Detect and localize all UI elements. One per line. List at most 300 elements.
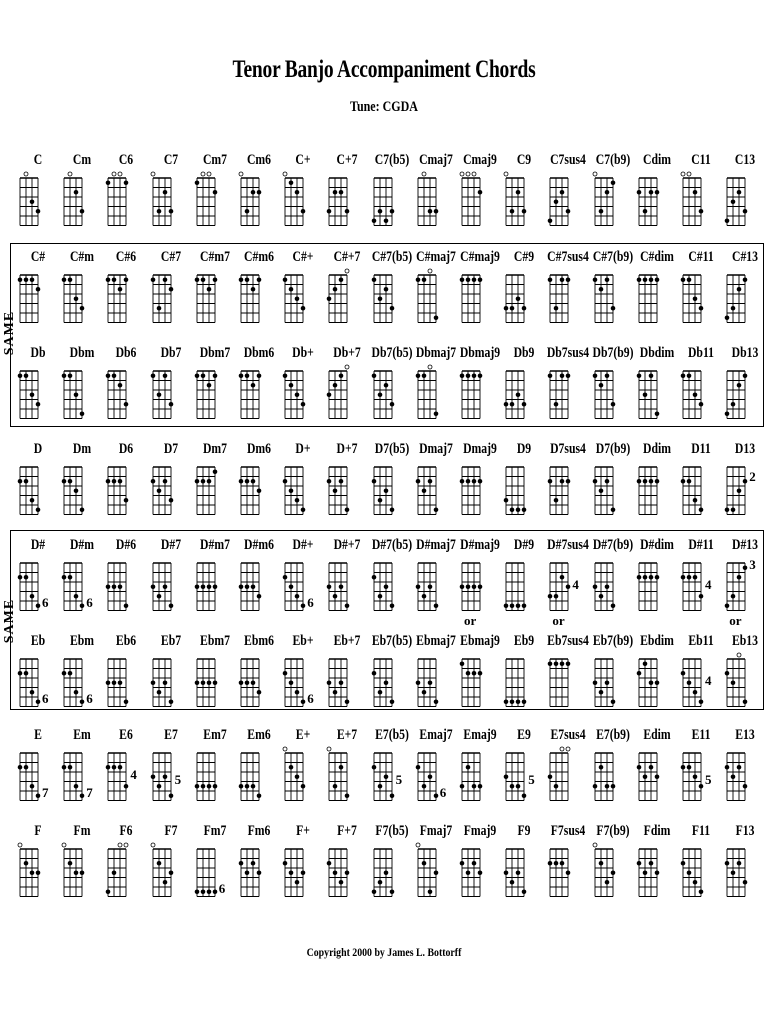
open-string-marker — [201, 172, 205, 176]
finger-dot — [460, 373, 465, 378]
finger-dot — [383, 287, 388, 292]
finger-dot — [421, 784, 426, 789]
chord-diagram — [502, 170, 530, 234]
finger-dot — [283, 479, 288, 484]
open-string-marker — [428, 365, 432, 369]
chord-name: F+7 — [337, 823, 358, 839]
finger-dot — [654, 479, 659, 484]
finger-dot — [598, 861, 603, 866]
finger-dot — [36, 287, 41, 292]
chord-diagram — [325, 555, 353, 619]
open-string-marker — [416, 843, 420, 847]
chord-diagram — [149, 651, 177, 715]
finger-dot — [283, 575, 288, 580]
finger-dot — [687, 373, 692, 378]
finger-dot — [642, 209, 647, 214]
finger-dot — [339, 373, 344, 378]
finger-dot — [472, 373, 477, 378]
finger-dot — [118, 584, 123, 589]
same-label-c: SAME — [2, 310, 18, 356]
finger-dot — [74, 594, 79, 599]
chord-diagram — [546, 170, 574, 234]
chord-diagram — [149, 170, 177, 234]
finger-dot — [592, 680, 597, 685]
chord-diagram — [591, 170, 619, 234]
finger-dot — [206, 889, 211, 894]
finger-dot — [725, 861, 730, 866]
finger-dot — [212, 889, 217, 894]
finger-dot — [251, 479, 256, 484]
finger-dot — [68, 671, 73, 676]
open-string-marker — [560, 747, 564, 751]
finger-dot — [421, 373, 426, 378]
finger-dot — [118, 383, 123, 388]
chord-diagram — [104, 555, 132, 619]
or-label: or — [464, 613, 477, 628]
finger-dot — [206, 287, 211, 292]
finger-dot — [642, 661, 647, 666]
finger-dot — [162, 680, 167, 685]
finger-dot — [598, 209, 603, 214]
finger-dot — [415, 680, 420, 685]
finger-dot — [699, 699, 704, 704]
finger-dot — [699, 889, 704, 894]
finger-dot — [68, 373, 73, 378]
chord-name: C#13 — [732, 249, 759, 265]
chord-name: C#9 — [514, 249, 535, 265]
chord-name: F7(b9) — [596, 823, 630, 839]
finger-dot — [693, 190, 698, 195]
finger-dot — [427, 584, 432, 589]
open-string-marker — [124, 843, 128, 847]
chord-diagram — [193, 555, 221, 619]
chord-name: Edim — [643, 727, 671, 743]
chord-diagram — [414, 459, 442, 523]
finger-dot — [478, 277, 483, 282]
chord-diagram — [281, 363, 309, 427]
chord-diagram — [723, 745, 751, 809]
chord-diagram — [193, 170, 221, 234]
finger-dot — [415, 277, 420, 282]
finger-dot — [687, 765, 692, 770]
chord-diagram — [635, 651, 663, 715]
chord-diagram — [370, 841, 398, 905]
finger-dot — [693, 880, 698, 885]
finger-dot — [654, 277, 659, 282]
finger-dot — [389, 889, 394, 894]
finger-dot — [654, 190, 659, 195]
finger-dot — [693, 498, 698, 503]
chord-name: C# — [30, 249, 46, 265]
finger-dot — [150, 479, 155, 484]
finger-dot — [548, 277, 553, 282]
finger-dot — [339, 765, 344, 770]
chord-name: E+7 — [337, 727, 358, 743]
chord-name: Ebm6 — [244, 633, 274, 649]
finger-dot — [245, 479, 250, 484]
chord-name: D7sus4 — [550, 441, 587, 457]
chord-name: Eb13 — [732, 633, 759, 649]
finger-dot — [24, 671, 29, 676]
finger-dot — [124, 699, 129, 704]
finger-dot — [212, 680, 217, 685]
finger-dot — [737, 765, 742, 770]
finger-dot — [566, 209, 571, 214]
fret-position-label: 3 — [749, 557, 756, 572]
chord-name: E7(b5) — [374, 727, 409, 743]
finger-dot — [478, 870, 483, 875]
finger-dot — [206, 680, 211, 685]
chord-name: Ebmaj9 — [460, 633, 500, 649]
or-label: or — [729, 613, 742, 628]
finger-dot — [30, 498, 35, 503]
finger-dot — [156, 488, 161, 493]
fret-position-label: 6 — [218, 881, 226, 896]
chord-diagram — [60, 363, 88, 427]
finger-dot — [731, 594, 736, 599]
chord-diagram — [502, 651, 530, 715]
finger-dot — [383, 488, 388, 493]
chord-name: D#m7 — [199, 537, 230, 553]
chord-name: D7 — [163, 441, 178, 457]
chord-name: C#maj9 — [460, 249, 500, 265]
chord-name: C9 — [517, 152, 532, 168]
open-string-marker — [566, 747, 570, 751]
finger-dot — [24, 277, 29, 282]
finger-dot — [604, 373, 609, 378]
finger-dot — [478, 479, 483, 484]
chord-name: D#7(b5) — [371, 537, 412, 553]
finger-dot — [389, 793, 394, 798]
chord-name: Fmaj9 — [463, 823, 497, 839]
chord-name: E7sus4 — [550, 727, 586, 743]
finger-dot — [504, 498, 509, 503]
finger-dot — [699, 784, 704, 789]
finger-dot — [421, 861, 426, 866]
finger-dot — [389, 699, 394, 704]
chord-diagram — [502, 459, 530, 523]
chord-diagram — [591, 745, 619, 809]
finger-dot — [251, 383, 256, 388]
chord-name: D#9 — [514, 537, 535, 553]
finger-dot — [510, 880, 515, 885]
chord-diagram — [325, 363, 353, 427]
finger-dot — [289, 383, 294, 388]
open-string-marker — [283, 172, 287, 176]
fret-position-label: 7 — [42, 785, 49, 800]
chord-name: Dbmaj9 — [459, 345, 501, 361]
chord-name: Eb9 — [514, 633, 535, 649]
finger-dot — [548, 594, 553, 599]
finger-dot — [548, 479, 553, 484]
chord-diagram — [149, 267, 177, 331]
finger-dot — [389, 306, 394, 311]
finger-dot — [460, 277, 465, 282]
finger-dot — [554, 402, 559, 407]
finger-dot — [466, 671, 471, 676]
finger-dot — [194, 680, 199, 685]
finger-dot — [648, 190, 653, 195]
chord-name: E13 — [735, 727, 755, 743]
chord-name: Dbm7 — [199, 345, 231, 361]
chord-diagram — [635, 745, 663, 809]
finger-dot — [478, 373, 483, 378]
chord-name: Cm6 — [246, 152, 272, 168]
chord-diagram — [591, 363, 619, 427]
finger-dot — [194, 277, 199, 282]
chord-name: F13 — [735, 823, 755, 839]
chord-diagram — [325, 841, 353, 905]
finger-dot — [156, 594, 161, 599]
finger-dot — [725, 315, 730, 320]
chord-diagram — [635, 363, 663, 427]
finger-dot — [642, 479, 647, 484]
finger-dot — [598, 287, 603, 292]
chord-diagram — [149, 555, 177, 619]
chord-name: Eb — [30, 633, 46, 649]
finger-dot — [466, 870, 471, 875]
finger-dot — [560, 373, 565, 378]
chord-diagram — [723, 267, 751, 331]
chord-diagram — [414, 363, 442, 427]
finger-dot — [427, 774, 432, 779]
chord-name: Fdim — [643, 823, 671, 839]
chord-diagram — [723, 555, 751, 619]
finger-dot — [36, 507, 41, 512]
finger-dot — [18, 479, 23, 484]
finger-dot — [460, 661, 465, 666]
finger-dot — [251, 190, 256, 195]
finger-dot — [18, 277, 23, 282]
chord-name: Fm6 — [247, 823, 271, 839]
finger-dot — [150, 584, 155, 589]
chord-diagram — [237, 745, 265, 809]
finger-dot — [62, 671, 67, 676]
chord-diagram — [458, 555, 486, 619]
chord-name: Cmaj9 — [463, 152, 497, 168]
chord-diagram — [591, 267, 619, 331]
finger-dot — [383, 774, 388, 779]
chord-name: C13 — [735, 152, 756, 168]
chord-diagram — [546, 363, 574, 427]
finger-dot — [333, 488, 338, 493]
finger-dot — [731, 306, 736, 311]
finger-dot — [377, 296, 382, 301]
finger-dot — [466, 277, 471, 282]
finger-dot — [466, 373, 471, 378]
finger-dot — [693, 392, 698, 397]
finger-dot — [377, 784, 382, 789]
finger-dot — [212, 190, 217, 195]
finger-dot — [604, 190, 609, 195]
finger-dot — [333, 690, 338, 695]
chord-name: D+ — [295, 441, 311, 457]
chord-name: D#7(b9) — [592, 537, 633, 553]
chord-name: C+ — [295, 152, 311, 168]
finger-dot — [289, 287, 294, 292]
chord-diagram — [104, 841, 132, 905]
finger-dot — [333, 870, 338, 875]
finger-dot — [239, 861, 244, 866]
chord-diagram — [281, 651, 309, 715]
finger-dot — [433, 699, 438, 704]
finger-dot — [257, 690, 262, 695]
finger-dot — [699, 306, 704, 311]
finger-dot — [36, 209, 41, 214]
finger-dot — [610, 507, 615, 512]
finger-dot — [301, 209, 306, 214]
chord-diagram — [723, 170, 751, 234]
finger-dot — [327, 392, 332, 397]
finger-dot — [522, 793, 527, 798]
finger-dot — [687, 277, 692, 282]
chord-diagram — [591, 651, 619, 715]
open-string-marker — [593, 843, 597, 847]
finger-dot — [510, 699, 515, 704]
finger-dot — [333, 190, 338, 195]
finger-dot — [566, 479, 571, 484]
finger-dot — [295, 296, 300, 301]
finger-dot — [433, 870, 438, 875]
finger-dot — [333, 287, 338, 292]
finger-dot — [681, 277, 686, 282]
chord-name: C#m — [70, 249, 95, 265]
finger-dot — [383, 584, 388, 589]
chord-name: C6 — [119, 152, 134, 168]
finger-dot — [522, 699, 527, 704]
finger-dot — [522, 209, 527, 214]
finger-dot — [516, 870, 521, 875]
fret-position-label: 5 — [174, 772, 182, 787]
open-string-marker — [239, 172, 243, 176]
finger-dot — [345, 870, 350, 875]
finger-dot — [472, 671, 477, 676]
finger-dot — [124, 277, 129, 282]
finger-dot — [62, 373, 67, 378]
finger-dot — [333, 594, 338, 599]
chord-diagram — [591, 841, 619, 905]
chord-name: C7(b5) — [374, 152, 409, 168]
finger-dot — [156, 861, 161, 866]
fret-position-label: 5 — [705, 772, 712, 787]
finger-dot — [68, 575, 73, 580]
finger-dot — [415, 479, 420, 484]
finger-dot — [18, 373, 23, 378]
chord-diagram — [458, 651, 486, 715]
finger-dot — [106, 180, 111, 185]
finger-dot — [168, 870, 173, 875]
chord-name: Dbdim — [639, 345, 675, 361]
finger-dot — [427, 680, 432, 685]
chord-name: E+ — [295, 727, 311, 743]
finger-dot — [699, 594, 704, 599]
chord-diagram — [325, 459, 353, 523]
finger-dot — [648, 765, 653, 770]
chord-name: Fm — [73, 823, 91, 839]
chord-name: C#maj7 — [415, 249, 456, 265]
finger-dot — [74, 296, 79, 301]
finger-dot — [737, 383, 742, 388]
finger-dot — [433, 209, 438, 214]
finger-dot — [636, 671, 641, 676]
chord-name: Ebdim — [639, 633, 674, 649]
finger-dot — [36, 793, 41, 798]
chord-diagram — [60, 170, 88, 234]
chord-name: E7 — [163, 727, 178, 743]
finger-dot — [150, 680, 155, 685]
finger-dot — [200, 889, 205, 894]
chord-name: F7 — [164, 823, 178, 839]
chord-diagram — [546, 745, 574, 809]
chord-diagram — [679, 363, 707, 427]
finger-dot — [124, 402, 129, 407]
chord-diagram — [370, 459, 398, 523]
finger-dot — [251, 584, 256, 589]
chord-name: Eb11 — [688, 633, 714, 649]
finger-dot — [693, 575, 698, 580]
finger-dot — [200, 373, 205, 378]
finger-dot — [377, 880, 382, 885]
finger-dot — [245, 784, 250, 789]
chord-name: D13 — [735, 441, 756, 457]
finger-dot — [301, 603, 306, 608]
finger-dot — [74, 784, 79, 789]
open-string-marker — [466, 172, 470, 176]
finger-dot — [427, 209, 432, 214]
finger-dot — [150, 277, 155, 282]
finger-dot — [106, 889, 111, 894]
finger-dot — [687, 680, 692, 685]
chord-name: E9 — [517, 727, 532, 743]
chord-diagram — [281, 267, 309, 331]
finger-dot — [389, 603, 394, 608]
chord-diagram — [60, 841, 88, 905]
chord-diagram — [281, 459, 309, 523]
finger-dot — [245, 209, 250, 214]
chord-diagram — [679, 841, 707, 905]
finger-dot — [598, 690, 603, 695]
chord-diagram — [635, 459, 663, 523]
open-string-marker — [151, 172, 155, 176]
finger-dot — [194, 373, 199, 378]
finger-dot — [516, 296, 521, 301]
finger-dot — [433, 793, 438, 798]
finger-dot — [510, 507, 515, 512]
chord-diagram — [281, 170, 309, 234]
chord-diagram — [546, 267, 574, 331]
finger-dot — [371, 218, 376, 223]
chord-name: C+7 — [336, 152, 358, 168]
finger-dot — [636, 277, 641, 282]
finger-dot — [510, 402, 515, 407]
fret-position-label: 2 — [749, 469, 756, 484]
finger-dot — [62, 479, 67, 484]
finger-dot — [239, 277, 244, 282]
chord-name: Db11 — [687, 345, 715, 361]
finger-dot — [301, 870, 306, 875]
chord-diagram — [149, 363, 177, 427]
finger-dot — [345, 209, 350, 214]
chord-name: Ebmaj7 — [415, 633, 456, 649]
chord-name: Db6 — [115, 345, 137, 361]
finger-dot — [725, 218, 730, 223]
finger-dot — [239, 479, 244, 484]
chord-diagram — [281, 841, 309, 905]
finger-dot — [554, 498, 559, 503]
finger-dot — [345, 507, 350, 512]
finger-dot — [460, 584, 465, 589]
finger-dot — [36, 699, 41, 704]
